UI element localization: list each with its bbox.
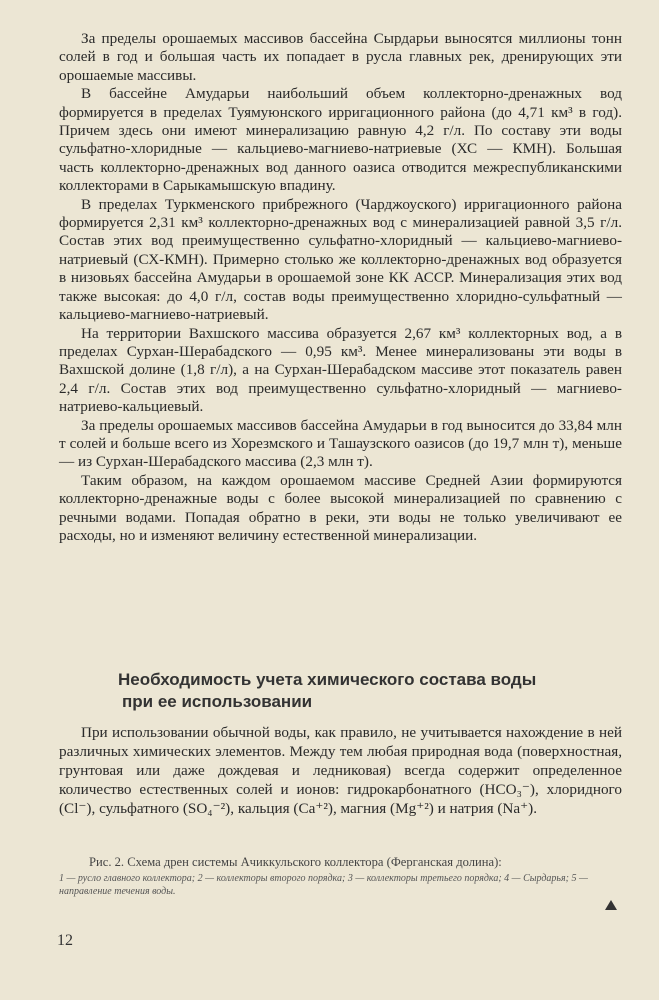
paragraph-6: Таким образом, на каждом орошаемом массиве Средней Азии формируются коллекторно-дренажные воды с более высокой минерализацией по сравнению с речными водами. Попадая обратно в реки, эти воды не только увеличивают ее расходы, но и изменяют величину естественной минерализации. [59, 471, 622, 544]
caption-title: Рис. 2. Схема дрен системы Ачиккульского коллектора (Ферганская долина): [89, 855, 502, 869]
section-text [59, 723, 622, 818]
main-text [59, 30, 622, 545]
paragraph-7: При использовании обычной воды, как правило, не учитывается нахождение в ней различных химических элементов. Между тем любая природная вода (поверхностная, грунтовая или даже дождевая и ледниковая) всегда содержит определенное количество естественных солей и ионов: гидрокарбонатного (HCO₃⁻), хлоридного (Cl⁻), сульфатного (SO₄⁻²), кальция (Ca⁺²), магния (Mg⁺²) и натрия (Na⁺). [59, 724, 622, 817]
heading-line-1: Необходимость учета химического состава воды [118, 670, 537, 689]
paragraph-3: В пределах Туркменского прибрежного (Чарджоуского) ирригационного района формируется 2,31 км³ коллекторно-дренажных вод с минерализацией равной 3,5 г/л. Состав этих вод преимущественно сульфатно-хлоридный — кальциево-магниево-натриевый (СХ-КМН). Примерно столько же коллекторно-дренажных вод образуется в низовьях бассейна Амударьи в орошаемой зоне КК АССР. Минерализация этих вод также высокая: до 4,0 г/л, состав воды преимущественно хлоридно-сульфатный — кальциево-магниево-натриевый. [59, 195, 622, 324]
figure-caption [59, 854, 625, 898]
page-number: 12 [57, 932, 73, 949]
paragraph-5: За пределы орошаемых массивов бассейна Амударьи в год выносится до 33,84 млн т солей и больше всего из Хорезмского и Ташаузского оазисов (до 19,7 млн т), меньше — из Сурхан-Шерабадского массива (2,3 млн т). [59, 416, 622, 471]
paragraph-1: За пределы орошаемых массивов бассейна Сырдарьи выносятся миллионы тонн солей в год и большая часть их попадает в русла главных рек, дренирующих эти орошаемые массивы. [59, 30, 622, 84]
section-heading [118, 669, 598, 713]
paragraph-2: В бассейне Амударьи наибольший объем коллекторно-дренажных вод формируется в пределах Туямуюнского ирригационного района (до 4,71 км³ в год). Причем здесь они имеют минерализацию равную 4,2 г/л. По составу эти воды сульфатно-хлоридные — кальциево-магниево-натриевые (ХС — КМН). Большая часть коллекторно-дренажных вод данного оазиса отводится межреспубликанскими коллекторами в Сарыкамышскую впадину. [59, 85, 622, 195]
paragraph-4: На территории Вахшского массива образуется 2,67 км³ коллекторных вод, а в пределах Сурхан-Шерабадского — 0,95 км³. Менее минерализованы эти воды в Вахшской долине (1,8 г/л), а на Сурхан-Шерабадском массиве этот показатель равен 2,4 г/л. Состав этих вод преимущественно сульфатно-хлоридный — магниево-натриево-кальциевый. [59, 324, 622, 416]
caption-legend: 1 — русло главного коллектора; 2 — коллекторы второго порядка; 3 — коллекторы третьего порядка; 4 — Сырдарья; 5 — направление течения воды. [59, 873, 588, 897]
triangle-icon [605, 900, 617, 910]
heading-line-2: при ее использовании [122, 692, 313, 711]
